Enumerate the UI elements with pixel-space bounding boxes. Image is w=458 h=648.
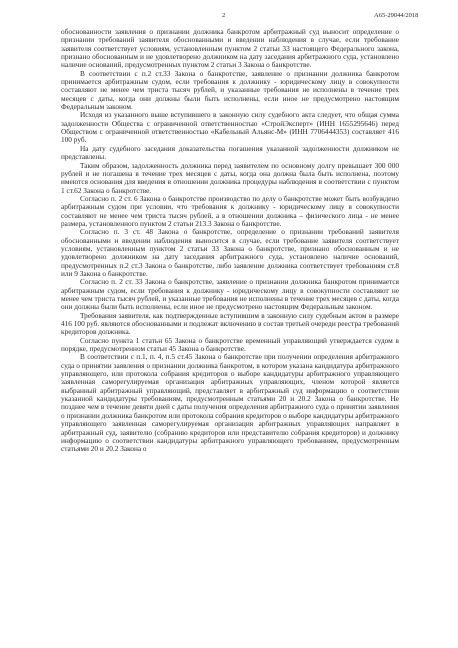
paragraph: В соответствии с п.1, п. 4, п.5 ст.45 Закона о банкротстве при получении определения арбитражного суда о принятии заявления о признании должника банкротом, в котором указана кандидатура арбитражного управляющего, или протокола собрания кредиторов о выборе кандидатуры арбитражного управляющего заявленная саморегулируемая организация арбитражных управляющих, членом которой является выбранный арбитражный управляющий, представляет в арбитражный суд информацию о соответствии указанной кандидатуры требованиям, предусмотренным статьями 20 и 20.2 Закона о банкротстве. Не позднее чем в течение девяти дней с даты получения определения арбитражного суда о принятии заявления о признании должника банкротом или протокола собрания кредиторов о выборе кандидатуры арбитражного управляющего заявленная саморегулируемая организация арбитражных управляющих направляет в арбитражный суд, заявителю (собранию кредиторов или представителю собрания кредиторов) и должнику информацию о соответствии кандидатуры арбитражного управляющего требованиям, предусмотренным статьями 20 и 20.2 Закона о [61,352,399,454]
paragraph: Исходя из указанного выше вступившего в законную силу судебного акта следует, что общая сумма задолженности Общества с ограниченной ответственностью «СтройЭксперт» (ИНН 1655295646) перед Обществом с ограниченной ответственностью «Кабельный Альянс-М» (ИНН 7706444353) составляет 416 100 руб. [61,110,399,145]
paragraph: На дату судебного заседания доказательства погашения указанной задолженности должником не представлены. [61,143,399,162]
paragraph: Требования заявителя, как подтвержденные вступившим в законную силу судебным актом в размере 416 100 руб. являются обоснованными и подлежат включению в состав третьей очереди реестра требований кредиторов должника. [61,310,399,337]
document-body [61,28,399,454]
paragraph: В соответствии с п.2 ст.33 Закона о банкротстве, заявление о признании должника банкротом принимается арбитражным судом, если требования к должнику - юридическому лицу в совокупности составляют не менее чем триста тысяч рублей, и указанные требования не исполнены в течение трех месяцев с даты, когда они должны были быть исполнены, если иное не предусмотрено настоящим Федеральным законом. [61,68,399,112]
paragraph: Согласно п. 2 ст. 33 Закона о банкротстве, заявление о признании должника банкротом принимается арбитражным судом, если требования к должнику - юридическому лицу в совокупности составляют не менее чем триста тысяч рублей, и указанные требования не исполнены в течение трех месяцев с даты, когда они должны были быть исполнены, если иное не предусмотрено настоящим Федеральным законом. [61,277,399,312]
page-number: 2 [222,12,226,19]
paragraph: Таким образом, задолженность должника перед заявителем по основному долгу превышает 300 000 рублей и не погашена в течение трех месяцев с даты, когда она должна была быть исполнена, поэтому имеются основания для введения в отношении должника процедуры наблюдения в соответствии с пунктом 1 ст.62 Закона о банкротстве. [61,160,399,195]
paragraph: Согласно пункта 1 статьи 65 Закона о банкротстве временный управляющий утверждается судом в порядке, предусмотренном статьи 45 Закона о банкротстве. [61,335,399,354]
paragraph: обоснованности заявления о признании должника банкротом арбитражный суд выносит определение о признании требований заявителя обоснованными и введении наблюдения в случае, если требование заявителя соответствует условиям, установленным пунктом 2 статьи 33 настоящего Федерального закона, признано обоснованным и не удовлетворено должником на дату заседания арбитражного суда, установлено наличие оснований, предусмотренных пунктом 2 статьи 3 Закона о банкротстве. [61,27,399,70]
paragraph: Согласно п. 2 ст. 6 Закона о банкротстве производство по делу о банкротстве может быть возбуждено арбитражным судом при условии, что требования к должнику - юридическому лицу в совокупности составляют не менее чем триста тысяч рублей, а в отношении должника – физического лица - не менее размера, установленного пунктом 2 статьи 213.3 Закона о банкротстве. [61,193,399,228]
case-number: А65-29044/2018 [374,12,419,19]
paragraph: Согласно п. 3 ст. 48 Закона о банкротстве, определение о признании требований заявителя обоснованными и введении наблюдения выносится в случае, если требование заявителя соответствует условиям, установленным пунктом 2 статьи 33 Закона о банкротстве, признано обоснованным и не удовлетворено должником на дату заседания арбитражного суда, установлено наличие оснований, предусмотренных п.2 ст.3 Закона о банкротстве, либо заявление должника соответствует требованиям ст.8 или 9 Закона о банкротстве. [61,227,399,278]
